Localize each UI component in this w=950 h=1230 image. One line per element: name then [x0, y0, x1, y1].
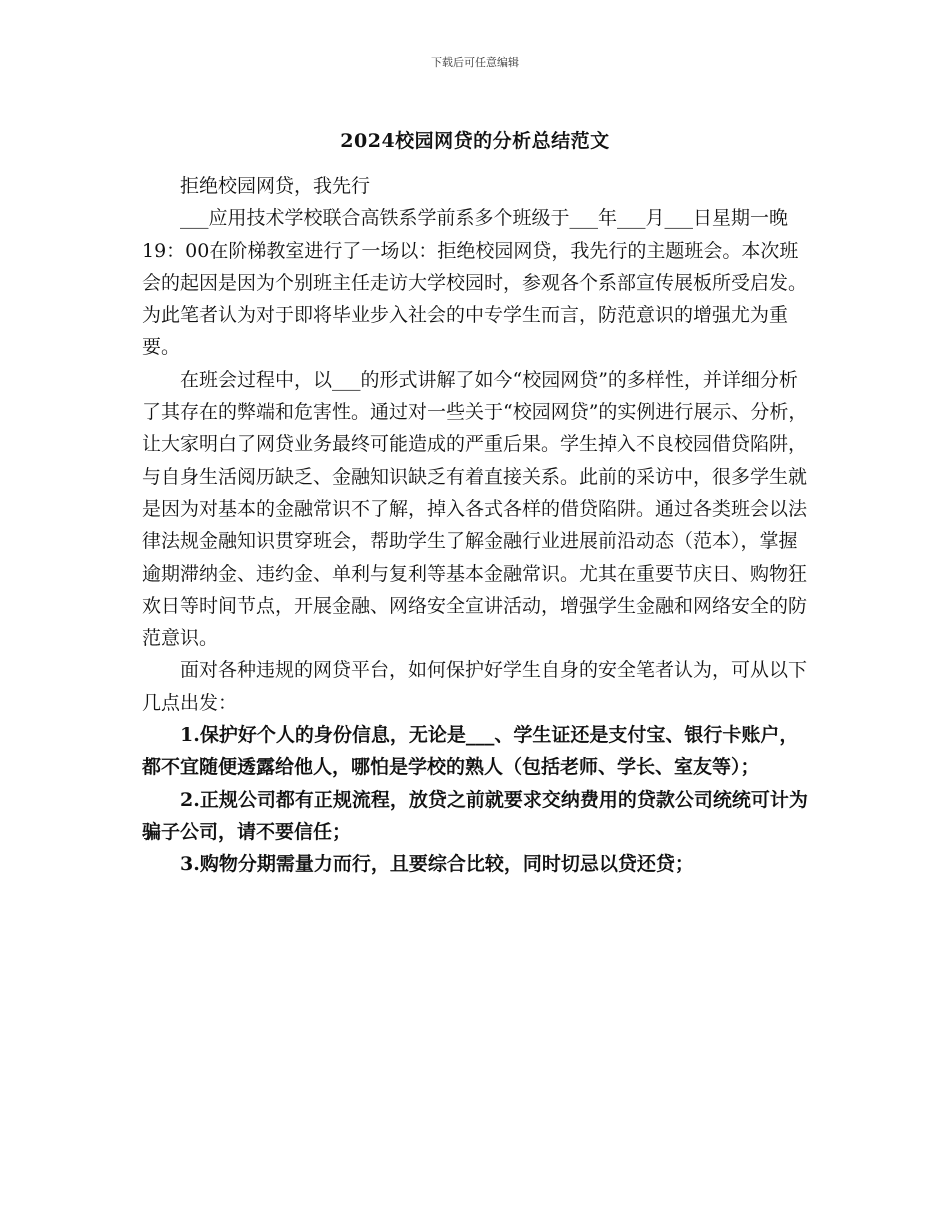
paragraph-measures-intro: 面对各种违规的网贷平台，如何保护好学生自身的安全笔者认为，可从以下几点出发： — [142, 659, 808, 714]
document-title: 2024校园网贷的分析总结范文 — [340, 130, 610, 152]
list-item-2: 2.正规公司都有正规流程，放贷之前就要求交纳费用的贷款公司统统可计为骗子公司，请不要信任； — [142, 788, 808, 843]
page-header-note: 下载后可任意编辑 — [431, 56, 519, 69]
paragraph-process: 在班会过程中，以___的形式讲解了如今“校园网贷”的多样性，并详细分析了其存在的弊端和危害性。通过对一些关于“校园网贷”的实例进行展示、分析，让大家明白了网贷业务最终可能造成的严重后果。学生掉入不良校园借贷陷阱，与自身生活阅历缺乏、金融知识缺乏有着直接关系。此前的采访中，很多学生就是因为对基本的金融常识不了解，掉入各式各样的借贷陷阱。通过各类班会以法律法规金融知识贯穿班会，帮助学生了解金融行业进展前沿动态（范本），掌握逾期滞纳金、违约金、单利与复利等基本金融常识。尤其在重要节庆日、购物狂欢日等时间节点，开展金融、网络安全宣讲活动，增强学生金融和网络安全的防范意识。 — [142, 368, 808, 650]
list-item-3: 3.购物分期需量力而行，且要综合比较，同时切忌以贷还贷； — [180, 853, 694, 876]
paragraph-intro: ___应用技术学校联合高铁系学前系多个班级于___年___月___日星期一晚19：00在阶梯教室进行了一场以：拒绝校园网贷，我先行的主题班会。本次班会的起因是因为个别班主任走访大学校园时，参观各个系部宣传展板所受启发。为此笔者认为对于即将毕业步入社会的中专学生而言，防范意识的增强尤为重要。 — [142, 207, 808, 359]
paragraph-subtitle: 拒绝校园网贷，我先行 — [180, 175, 371, 197]
document-body — [142, 170, 812, 881]
list-item-1: 1.保护好个人的身份信息，无论是___、学生证还是支付宝、银行卡账户，都不宜随便透露给他人，哪怕是学校的熟人（包括老师、学长、室友等）； — [142, 724, 799, 779]
